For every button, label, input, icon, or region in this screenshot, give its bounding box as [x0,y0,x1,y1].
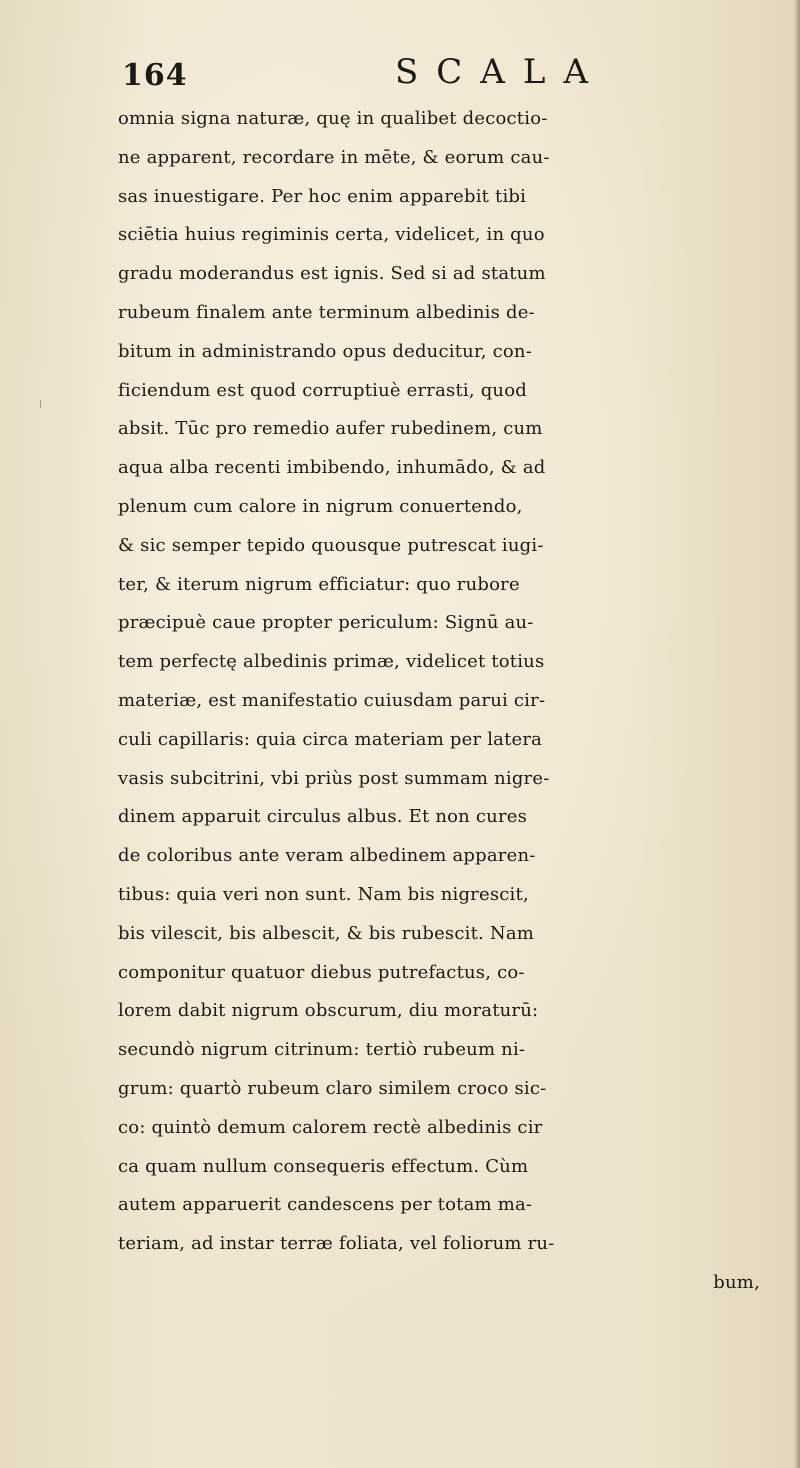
text-line: componitur quatuor diebus putrefactus, co- [118,961,525,983]
page-edge-shadow [794,0,800,1468]
text-line: aqua alba recenti imbibendo, inhumādo, & ad [118,457,546,479]
catchword: bum, [713,1271,760,1293]
body-text [118,100,794,1303]
text-line: secundò nigrum citrinum: tertiò rubeum ni- [118,1039,526,1061]
text-line: tem perfectę albedinis primæ, videlicet totius [118,651,545,673]
text-line: plenum cum calore in nigrum conuertendo, [118,495,523,517]
text-line: materiæ, est manifestatio cuiusdam parui cir- [118,689,546,711]
text-line: sciētia huius regiminis certa, videlicet, in quo [118,224,545,246]
text-line: ficiendum est quod corruptiuè errasti, quod [118,379,527,401]
page-header [118,52,718,92]
text-line: tibus: quia veri non sunt. Nam bis nigrescit, [118,883,529,905]
text-line: & sic semper tepido quousque putrescat iugi- [118,534,544,556]
text-line: de coloribus ante veram albedinem apparen- [118,845,536,867]
text-line: ca quam nullum consequeris effectum. Cùm [118,1155,529,1177]
text-line: omnia signa naturæ, quę in qualibet decoctio- [118,108,548,129]
text-line: gradu moderandus est ignis. Sed si ad statum [118,263,546,285]
text-line: sas inuestigare. Per hoc enim apparebit tibi [118,185,527,207]
text-line: absit. Tūc pro remedio aufer rubedinem, cum [118,418,543,440]
text-line: ne apparent, recordare in mēte, & eorum cau- [118,146,550,168]
text-line: culi capillaris: quia circa materiam per latera [118,728,543,750]
text-line: vasis subcitrini, vbi priùs post summam nigre- [118,767,550,789]
text-line: ter, & iterum nigrum efficiatur: quo rubore [118,573,520,595]
text-line: dinem apparuit circulus albus. Et non cures [118,806,528,828]
text-line: bitum in administrando opus deducitur, con- [118,340,533,362]
page-number: 164 [122,58,188,93]
text-line: autem apparuerit candescens per totam ma- [118,1194,533,1216]
text-line: co: quintò demum calorem rectè albedinis cir [118,1116,543,1138]
text-line: grum: quartò rubeum claro similem croco sic- [118,1077,547,1099]
text-line: lorem dabit nigrum obscurum, diu moraturū: [118,1000,539,1022]
running-title: SCALA [395,52,606,92]
text-line: teriam, ad instar terræ foliata, vel foliorum ru- [118,1233,555,1255]
ink-speck [40,400,41,408]
text-line: rubeum finalem ante terminum albedinis de- [118,301,535,323]
text-line: præcipuè caue propter periculum: Signū au- [118,612,534,634]
text-line: bis vilescit, bis albescit, & bis rubescit. Nam [118,922,535,944]
